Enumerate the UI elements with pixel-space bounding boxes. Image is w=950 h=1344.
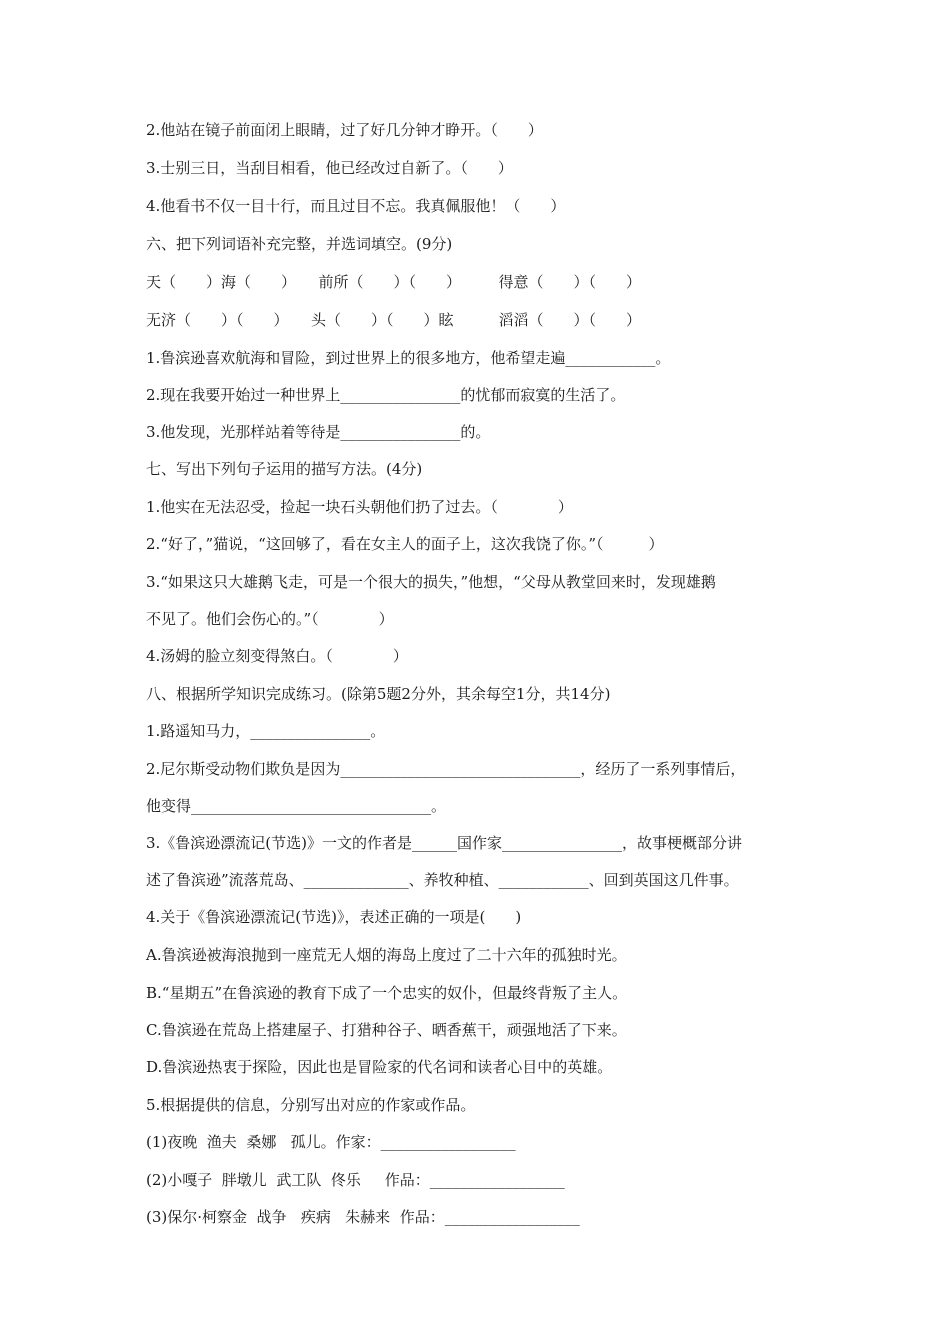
word-blanks-row: 无济（ ）（ ） 头（ ）（ ）眩 滔滔（ ）（ ） (146, 311, 642, 329)
section-heading: 七、写出下列句子运用的描写方法。(4分) (146, 460, 423, 478)
question-line: 述了鲁滨逊”流落荒岛、______________、养牧种植、____________、回到英国这几件事。 (146, 871, 739, 889)
question-line: 3.“如果这只大雄鹅飞走，可是一个很大的损失，”他想，“父母从教堂回来时，发现雄鹅 (146, 573, 716, 591)
question-line: 4.他看书不仅一目十行，而且过目不忘。我真佩服他！（ ） (146, 197, 566, 215)
question-line: 3.他发现，光那样站着等待是________________的。 (146, 423, 491, 441)
question-line: (2)小嘎子 胖墩儿 武工队 佟乐 作品：__________________ (146, 1171, 565, 1189)
question-line: 4.关于《鲁滨逊漂流记(节选)》，表述正确的一项是( ) (146, 908, 522, 926)
question-line: 2.现在我要开始过一种世界上________________的忧郁而寂寞的生活了。 (146, 386, 626, 404)
choice-option: A.鲁滨逊被海浪抛到一座荒无人烟的海岛上度过了二十六年的孤独时光。 (146, 946, 627, 964)
question-line: 3.《鲁滨逊漂流记(节选)》一文的作者是______国作家________________，故事梗概部分讲 (146, 834, 743, 852)
question-line: 2.尼尔斯受动物们欺负是因为________________________________，经历了一系列事情后， (146, 760, 746, 778)
question-line: 4.汤姆的脸立刻变得煞白。（ ） (146, 647, 408, 665)
choice-option: C.鲁滨逊在荒岛上搭建屋子、打猎种谷子、晒香蕉干，顽强地活了下来。 (146, 1021, 627, 1039)
question-line: 1.他实在无法忍受，捡起一块石头朝他们扔了过去。（ ） (146, 498, 573, 516)
question-line: 1.鲁滨逊喜欢航海和冒险，到过世界上的很多地方，他希望走遍____________。 (146, 349, 671, 367)
choice-option: D.鲁滨逊热衷于探险，因此也是冒险家的代名词和读者心目中的英雄。 (146, 1058, 613, 1076)
section-heading: 六、把下列词语补充完整，并选词填空。(9分) (146, 235, 453, 253)
question-line: 2.他站在镜子前面闭上眼睛，过了好几分钟才睁开。（ ） (146, 121, 543, 139)
question-line: 他变得________________________________。 (146, 797, 447, 815)
question-line: 1.路遥知马力，________________。 (146, 722, 386, 740)
question-line: (3)保尔·柯察金 战争 疾病 朱赫来 作品：__________________ (146, 1208, 580, 1226)
question-line: 3.士别三日，当刮目相看，他已经改过自新了。（ ） (146, 159, 513, 177)
word-blanks-row: 天（ ）海（ ） 前所（ ）（ ） 得意（ ）（ ） (146, 273, 642, 291)
question-line: 不见了。他们会伤心的。”（ ） (146, 610, 394, 628)
section-heading: 八、根据所学知识完成练习。(除第5题2分外，其余每空1分，共14分) (146, 685, 611, 703)
question-line: (1)夜晚 渔夫 桑娜 孤儿。作家：__________________ (146, 1133, 516, 1151)
choice-option: B.“星期五”在鲁滨逊的教育下成了一个忠实的奴仆，但最终背叛了主人。 (146, 984, 628, 1002)
question-line: 2.“好了，”猫说，“这回够了，看在女主人的面子上，这次我饶了你。”（ ） (146, 535, 664, 553)
question-line: 5.根据提供的信息，分别写出对应的作家或作品。 (146, 1096, 476, 1114)
